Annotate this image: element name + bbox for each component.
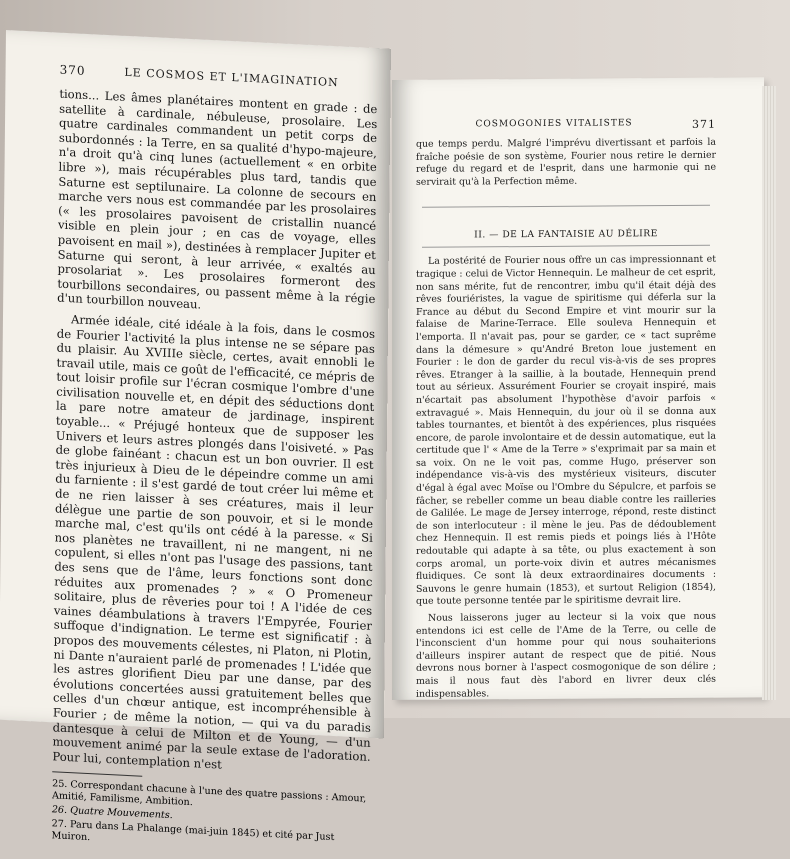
left-page-number: 370 [59, 62, 86, 78]
right-page-body [416, 137, 716, 701]
right-page-header [416, 118, 716, 133]
right-page-text-block [416, 118, 716, 701]
right-opening-paragraph: que temps perdu. Malgré l'imprévu divertissant et parfois la fraîche poésie de son système, Fourier nous retire le dernier refuge du regard et de l'esprit, dans une harmonie qui ne servirait qu'à la Perfection même. [416, 136, 716, 188]
left-page [0, 30, 391, 844]
left-paragraph: Armée idéale, cité idéale à la fois, dans le cosmos de Fourier l'activité la plus intense ne se sépare pas du plaisir. Au XVIIIe siècle, certes, avait ennobli le travail utile, mais ce goût de l'efficacité, ce mépris de tout loisir profile sur l'écran cosmique l'ombre d'une civilisation nouvelle et, en dépit des séductions dont la pare notre amateur de jardinage, inspirent toyable... « Préjugé honteux que de supposer les Univers et leurs astres plongés dans l'oisiveté. » Pas de globe fainéant : chacun est un bon ouvrier. Il est très injurieux à Dieu de le dépeindre comme un ami du farniente : il s'est gardé de tout créer lui même et de ne rien laisser à ses créatures, mais il leur délègue une partie de son pouvoir, et si le monde marche mal, c'est qu'ils ont cédé à la paresse. « Si nos planètes ne travaillent, ni ne mangent, ni ne copulent, si elles n'ont pas l'usage des passions, tant des sens que de l'âme, leurs fonctions sont donc réduites aux promenades ? » « O Promeneur solitaire, plus de rêveries pour toi ! A l'idée de ces vaines déambulations à travers l'Empyrée, Fourier suffoque d'indignation. Le terme est significatif : à propos des mouvements célestes, ni Platon, ni Plotin, ni Dante n'auraient parlé de promenades ! L'idée que les astres glorifient Dieu par une danse, par des évolutions concertées aussi gratuitement belles que celles d'un chœur antique, est incompréhensible à Fourier ; de même la notion, — qui va du paradis dantesque à celui de Milton et de Young, — d'un mouvement animé par la seule extase de l'adoration. Pour lui, contemplation n'est [52, 312, 376, 772]
footnote: 27. Paru dans La Phalange (mai-juin 1845) et cité par Just Muiron. [51, 818, 335, 844]
footnote-rule [52, 772, 142, 777]
page-edges [762, 86, 776, 700]
footnote: 25. Correspondant chacune à l'une des quatre passions : Amour, Amitié, Familisme, Ambition. [51, 778, 367, 809]
right-page-number: 371 [692, 117, 716, 131]
section-rule [422, 245, 710, 248]
right-paragraph: La postérité de Fourier nous offre un cas impressionnant et tragique : celui de Victor Hennequin. Le malheur de cet esprit, non sans mérite, fut de rencontrer, imbu qu'il était déjà des rêves fouriéristes, la vague de spiritisme qui déferla sur la France au début du Second Empire et vint mourir sur la falaise de Marine-Terrace. Elle souleva Hennequin et l'emporta. Il n'avait pas, pour se garder, ce « tact suprême dans la démesure » qu'André Breton loue justement en Fourier : le don de garder du recul vis-à-vis de ses propres rêves. Etranger à la saillie, à la boutade, Hennequin prend tout au sérieux. Assurément Fourier se croyait inspiré, mais n'écartait pas absolument l'hypothèse d'avoir parfois « extravagué ». Mais Hennequin, du jour où il se donna aux tables tournantes, et bientôt à des expériences, plus risquées encore, de parole involontaire et de dessin automatique, eut la certitude que l' « Ame de la Terre » s'exprimait par sa main et sa voix. On ne le voit pas, comme Hugo, préserver son indépendance vis-à-vis des mystérieux visiteurs, discuter d'égal à égal avec Moïse ou l'Ombre du Sépulcre, et parfois se fâcher, se rebeller comme un beau diable contre les railleries de Galilée. Le mage de Jersey interroge, répond, reste distinct de son interlocuteur : il mène le jeu. Pas de dédoublement chez Hennequin. Il est remis pieds et poings liés à l'Hôte redoutable qui adapte à sa tête, ou plus exactement à son corps aromal, un porte-voix divin et autres mécanismes fluidiques. Ce sont là deux extraordinaires documents : Sauvons le genre humain (1853), et surtout Religion (1854), que toute personne tentée par le spiritisme devrait lire. [416, 254, 716, 608]
section-title: II. — DE LA FANTAISIE AU DÉLIRE [474, 228, 658, 241]
left-paragraph: tions... Les âmes planétaires montent en grade : de satellite à cardinale, nébuleuse, prosolaire. Les quatre cardinales commandent un petit corps de subordonnés : la Terre, en sa qualité d'hypo-majeure, n'a droit qu'à cinq lunes (actuellement « en orbite libre »), mais récupérables plus tard, tandis que Saturne est septilunaire. La colonne de secours en marche vers nous est commandée par les prosolaires (« les prosolaires pavoisent de cristallin nuancé visible en plein jour ; en cas de voyage, elles pavoisent en mail »), destinées à remplacer Jupiter et Saturne qui seront, à leur arrivée, « exaltés au prosolariat ». Les prosolaires formeront des tourbillons secondaires, ou passent même à la régie d'un tourbillon nouveau. [57, 86, 378, 312]
footnote: 26. Quatre Mouvements. [51, 804, 173, 822]
right-running-title: COSMOGONIES VITALISTES [475, 118, 633, 130]
footnotes [52, 779, 371, 859]
right-paragraph: Nous laisserons juger au lecteur si la voix que nous entendons ici est celle de l'Ame de la Terre, ou celle de l'inconscient d'un homme pour qui nous souhaiterions d'ailleurs inspirer autant de respect que de pitié. Nous devrons nous borner à l'aspect cosmogonique de son délire ; mais il nous faut dès l'abord en livrer deux clés indispensables. [416, 610, 716, 700]
section-rule [422, 205, 710, 208]
left-page-header [60, 63, 378, 93]
left-page-text-block [52, 63, 378, 859]
left-page-body [52, 87, 377, 780]
right-page [392, 77, 764, 700]
left-running-title: LE COSMOS ET L'IMAGINATION [124, 65, 339, 90]
